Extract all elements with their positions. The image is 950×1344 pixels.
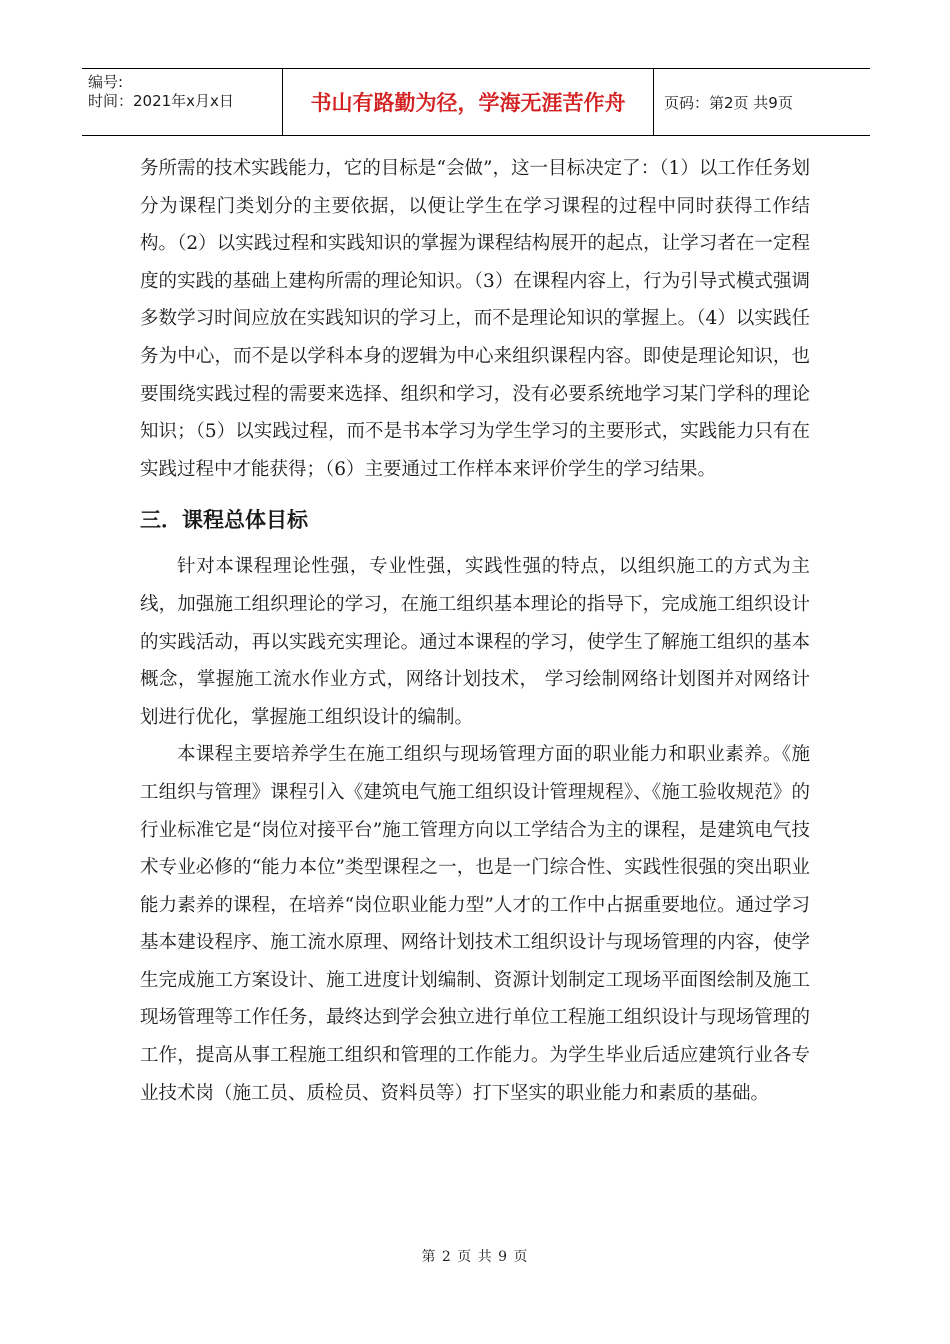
section-heading: 三．课程总体目标 — [140, 508, 308, 533]
body-paragraph-2: 本课程主要培养学生在施工组织与现场管理方面的职业能力和职业素养。《施工组织与管理》课程引入《建筑电气施工组织设计管理规程》、《施工验收规范》的行业标准它是“岗位对接平台”施工管理方向以工学结合为主的课程，是建筑电气技术专业必修的“能力本位”类型课程之一，也是一门综合性、实践性很强的突出职业能力素养的课程，在培养“岗位职业能力型”人才的工作中占据重要地位。通过学习基本建设程序、施工流水原理、网络计划技术工组织设计与现场管理的内容，使学生完成施工方案设计、施工进度计划编制、资源计划制定工现场平面图绘制及施工现场管理等工作任务，最终达到学会独立进行单位工程施工组织设计与现场管理的工作，提高从事工程施工组织和管理的工作能力。为学生毕业后适应建筑行业各专业技术岗（施工员、质检员、资料员等）打下坚实的职业能力和素质的基础。 — [140, 744, 810, 1104]
document-body — [140, 150, 810, 1112]
document-date: 时间：2021年x月x日 — [88, 92, 234, 110]
header-motto: 书山有路勤为径，学海无涯苦作舟 — [282, 69, 654, 135]
page-footer: 第 2 页 共 9 页 — [421, 1249, 529, 1265]
body-paragraph-1: 针对本课程理论性强，专业性强，实践性强的特点，以组织施工的方式为主线，加强施工组织理论的学习，在施工组织基本理论的指导下，完成施工组织设计的实践活动，再以实践充实理论。通过本课程的学习，使学生了解施工组织的基本概念，掌握施工流水作业方式，网络计划技术， 学习绘制网络计划图并对网络计划进行优化，掌握施工组织设计的编制。 — [140, 556, 810, 728]
document-number-label: 编号: — [88, 73, 124, 91]
page-header — [82, 68, 870, 136]
header-page-info: 页码：第2页 共9页 — [664, 93, 793, 112]
continued-paragraph: 务所需的技术实践能力，它的目标是“会做”，这一目标决定了：（1）以工作任务划分为课程门类划分的主要依据，以便让学生在学习课程的过程中同时获得工作结构。（2）以实践过程和实践知识的掌握为课程结构展开的起点，让学习者在一定程度的实践的基础上建构所需的理论知识。（3）在课程内容上，行为引导式模式强调多数学习时间应放在实践知识的学习上，而不是理论知识的掌握上。（4）以实践任务为中心，而不是以学科本身的逻辑为中心来组织课程内容。即使是理论知识，也要围绕实践过程的需要来选择、组织和学习，没有必要系统地学习某门学科的理论知识；（5）以实践过程，而不是书本学习为学生学习的主要形式，实践能力只有在实践过程中才能获得；（6）主要通过工作样本来评价学生的学习结果。 — [140, 158, 810, 480]
header-meta — [82, 69, 282, 135]
